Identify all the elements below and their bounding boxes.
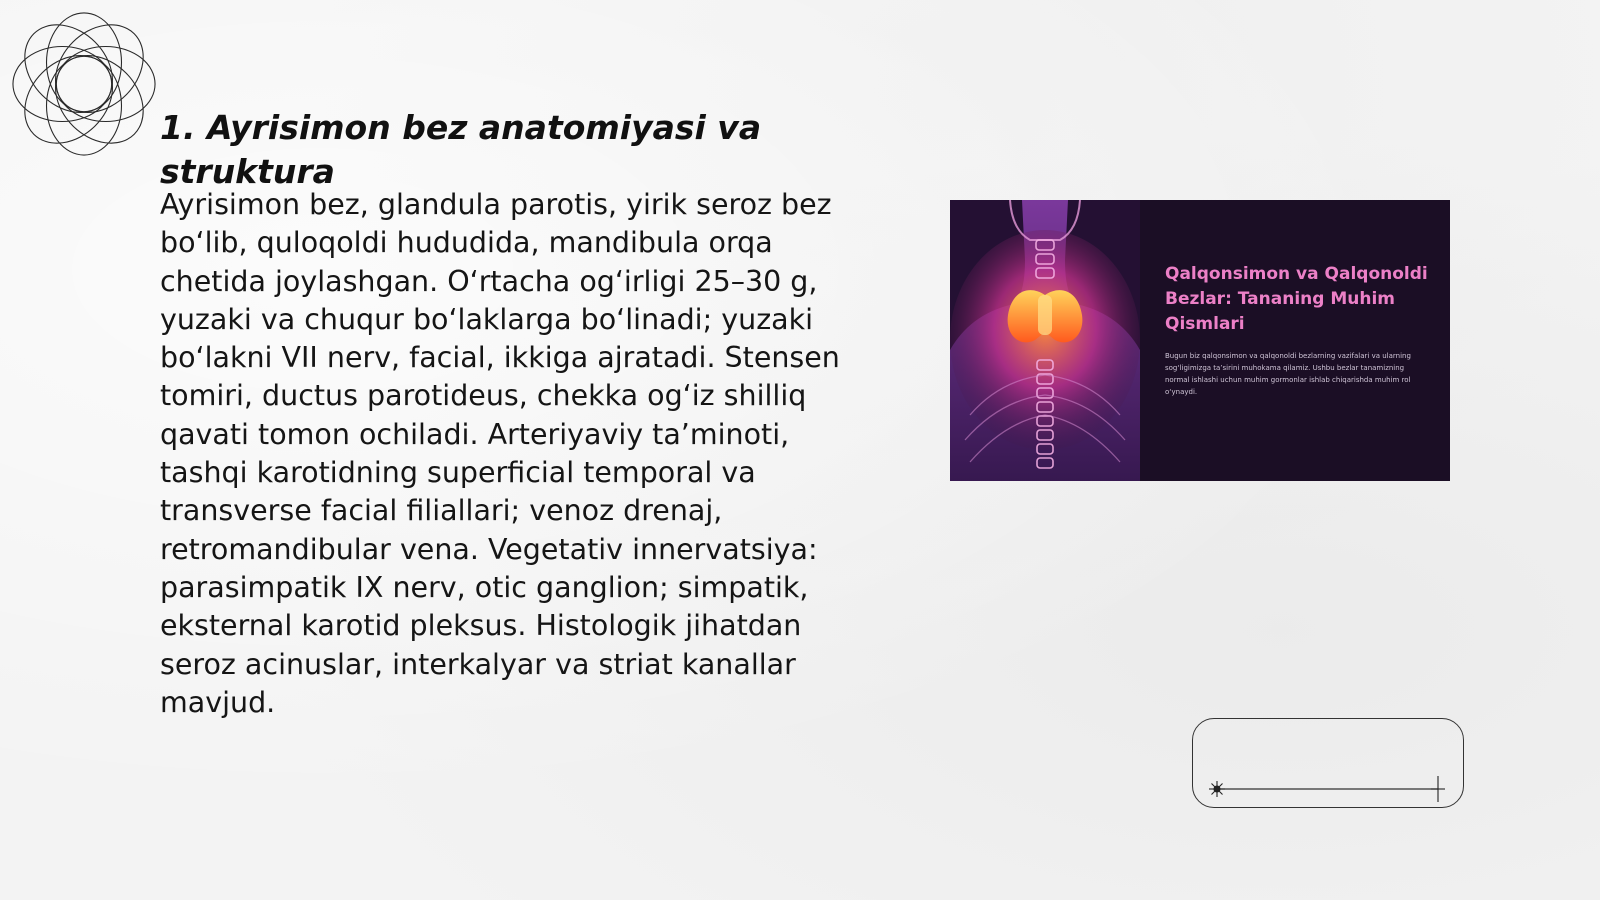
thumbnail-text: Bugun biz qalqonsimon va qalqonoldi bezlarning vazifalari va ularning sog‘ligimizga ta’sirini muhokama qilamiz. Ushbu bezlar tanamizning normal ishlashi uchun muhim gormonlar ishlab chiqarishda muhim rol o‘ynaydi. [1165,352,1411,396]
sun-burst-icon [1209,781,1225,797]
timeline-frame [1192,718,1464,808]
spirograph-ring-icon [10,10,158,158]
slide-title: 1. Ayrisimon bez anatomiyasi va struktura [160,108,762,191]
sparkle-star-icon [1431,776,1445,802]
thumbnail-title: Qalqonsimon va Qalqonoldi Bezlar: Tananing Muhim Qismlari [1165,264,1428,334]
slide-body-text: Ayrisimon bez, glandula parotis, yirik seroz bez bo‘lib, quloqoldi hududida, mandibula orqa chetida joylashgan. O‘rtacha og‘irligi 25–30 g, yuzaki va chuqur bo‘laklarga bo‘linadi; yuzaki bo‘lakni VII nerv, facial, ikkiga ajratadi. Stensen tomiri, ductus parotideus, chekka og‘iz shilliq qavati tomon ochiladi. Arteriyaviy ta’minoti, tashqi karotidning superficial temporal va transverse facial filiallari; venoz drenaj, retromandibular vena. Vegetativ innervatsiya: parasimpatik IX nerv, otic ganglion; simpatik, eksternal karotid pleksus. Histologik jihatdan seroz acinuslar, interkalyar va striat kanallar mavjud. [160,188,840,719]
thyroid-neck-illustration [950,200,1140,481]
timeline-line [1193,719,1465,809]
presentation-thumbnail [950,200,1450,481]
